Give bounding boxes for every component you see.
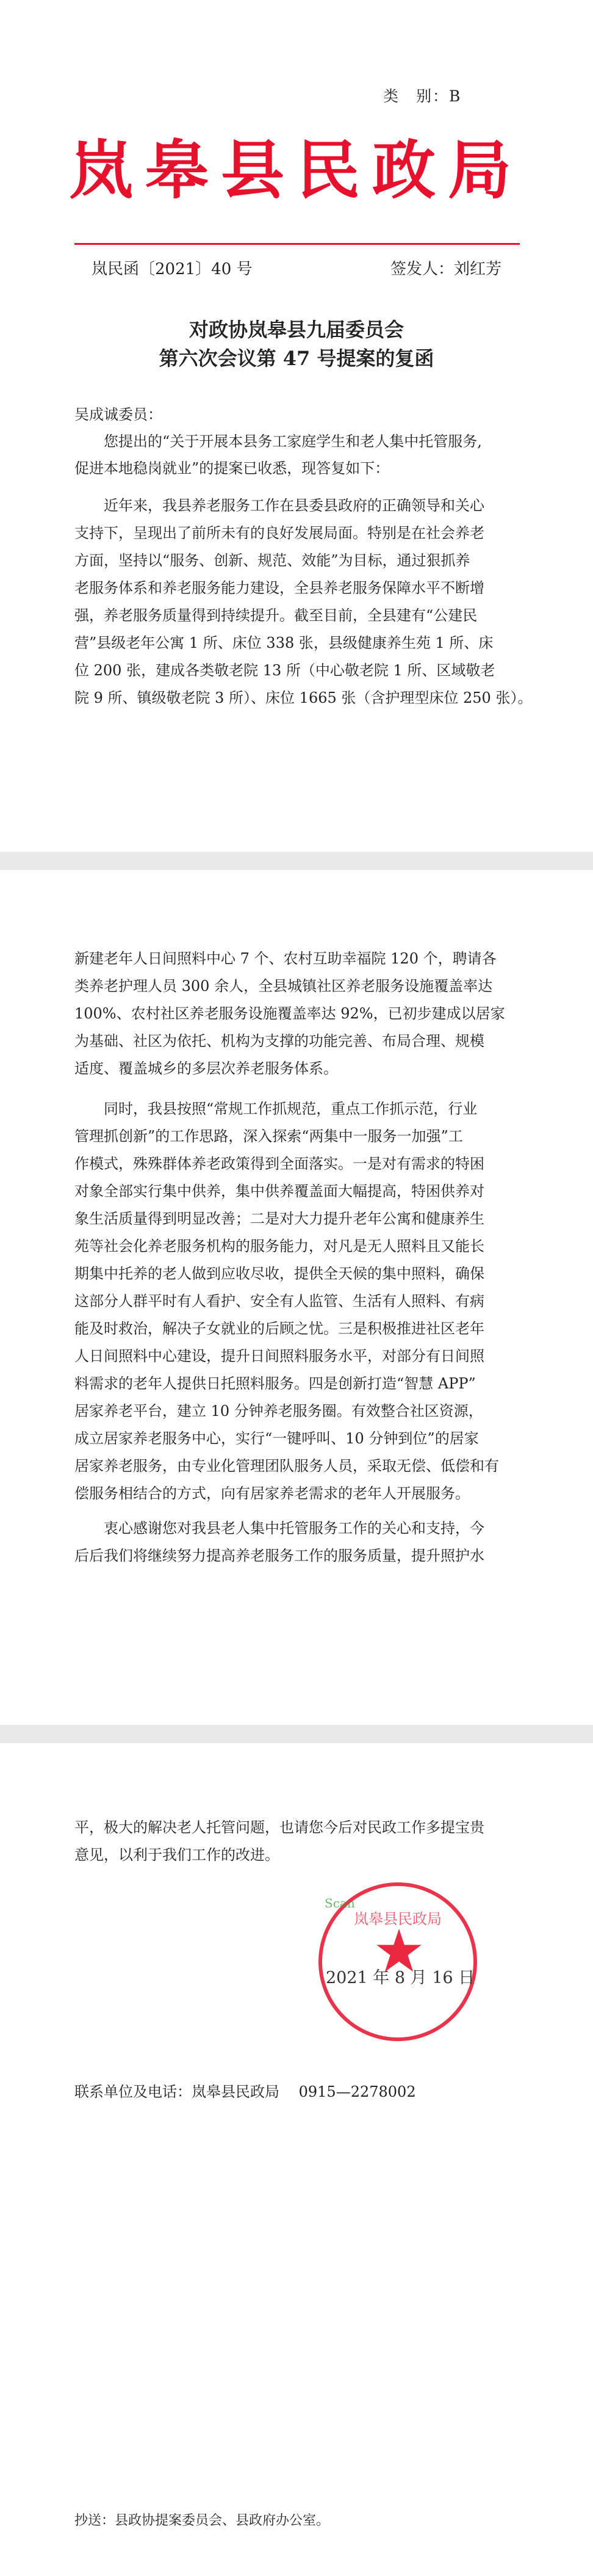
- body-line: 院 9 所、镇级敬老院 3 所）、床位 1665 张（含护理型床位 250 张）。: [74, 689, 533, 706]
- body-line: 衷心感谢您对我县老人集中托管服务工作的关心和支持，今: [104, 1520, 484, 1537]
- document-title-line-2: 第六次会议第 47 号提案的复函: [159, 347, 434, 370]
- body-line: 100%、农村社区养老服务设施覆盖率达 92%，已初步建成以居家: [74, 1005, 505, 1022]
- body-line: 料需求的老年人提供日托照料服务。四是创新打造“智慧 APP”: [74, 1375, 476, 1392]
- body-line: 新建老年人日间照料中心 7 个、农村互助幸福院 120 个，聘请各: [74, 950, 497, 967]
- body-line: 期集中托养的老人做到应收尽收，提供全天候的集中照料，确保: [74, 1265, 484, 1282]
- header-divider: [74, 243, 520, 245]
- body-line: 类养老护理人员 300 余人，全县城镇社区养老服务设施覆盖率达: [74, 978, 493, 995]
- body-line: 老服务体系和养老服务能力建设，全县养老服务保障水平不断增: [74, 579, 484, 597]
- page-3: [0, 1743, 593, 2576]
- body-line: 能及时救治，解决子女就业的后顾之忧。三是积极推进社区老年: [74, 1320, 484, 1337]
- scan-mark: Scan: [325, 1896, 355, 1910]
- body-line: 方面，坚持以“服务、创新、规范、效能”为目标，通过狠抓养: [74, 552, 470, 569]
- body-line: 促进本地稳岗就业”的提案已收悉，现答复如下：: [74, 460, 390, 477]
- body-line: 人日间照料中心建设，提升日间照料服务水平，对部分有日间照: [74, 1348, 484, 1365]
- body-line: 管理抓创新”的工作思路，深入探索“两集中一服务一加强”工: [74, 1128, 463, 1145]
- body-line: 偿服务相结合的方式，向有居家养老需求的老年人开展服务。: [74, 1485, 470, 1502]
- cc-line: 抄送：县政协提案委员会、县政府办公室。: [74, 2513, 330, 2528]
- page-2: [0, 870, 593, 1725]
- body-line: 强，养老服务质量得到持续提升。截至目前，全县建有“公建民: [74, 607, 478, 624]
- body-line: 近年来，我县养老服务工作在县委县政府的正确领导和关心: [104, 497, 484, 514]
- body-line: 平，极大的解决老人托管问题，也请您今后对民政工作多提宝贵: [74, 1819, 484, 1836]
- body-line: 居家养老服务，由专业化管理团队服务人员，采取无偿、低偿和有: [74, 1457, 499, 1475]
- body-line: 对象全部实行集中供养，集中供养覆盖面大幅提高，特困供养对: [74, 1183, 484, 1200]
- body-line: 支持下，呈现出了前所未有的良好发展局面。特别是在社会养老: [74, 524, 484, 542]
- body-line: 作模式，殊殊群体养老政策得到全面落实。一是对有需求的特困: [74, 1155, 484, 1172]
- body-line: 这部分人群平时有人看护、安全有人监管、生活有人照料、有病: [74, 1293, 484, 1310]
- agency-title: 岚皋县民政局: [69, 132, 523, 208]
- body-line: 为基础、社区为依托、机构为支撑的功能完善、布局合理、规模: [74, 1032, 484, 1050]
- signer: 签发人：刘红芳: [390, 260, 502, 278]
- reply-date: 2021 年 8 月 16 日: [326, 1968, 475, 1987]
- body-line: 您提出的“关于开展本县务工家庭学生和老人集中托管服务,: [104, 433, 482, 450]
- body-line: 成立居家养老服务中心，实行“一键呼叫、10 分钟到位”的居家: [74, 1430, 479, 1447]
- body-line: 位 200 张，建成各类敬老院 13 所（中心敬老院 1 所、区域敬老: [74, 662, 495, 679]
- body-line: 同时，我县按照“常规工作抓规范，重点工作抓示范，行业: [104, 1100, 478, 1117]
- body-line: 营”县级老年公寓 1 所、床位 338 张，县级健康养生苑 1 所、床: [74, 634, 494, 651]
- salutation: 吴成诚委员：: [74, 406, 162, 423]
- body-line: 适度、覆盖城乡的多层次养老服务体系。: [74, 1060, 338, 1077]
- document-number: 岚民函〔2021〕40 号: [92, 260, 253, 278]
- document-title-line-1: 对政协岚皋县九届委员会: [189, 318, 404, 341]
- body-line: 居家养老平台，建立 10 分钟养老服务圈。有效整合社区资源，: [74, 1402, 483, 1420]
- body-line: 后后我们将继续努力提高养老服务工作的服务质量，提升照护水: [74, 1547, 484, 1564]
- body-line: 象生活质量得到明显改善；二是对大力提升老年公寓和健康养生: [74, 1210, 484, 1227]
- body-line: 意见，以利于我们工作的改进。: [74, 1846, 279, 1863]
- seal-text: 岚皋县民政局: [354, 1910, 442, 1928]
- body-line: 苑等社会化养老服务机构的服务能力，对凡是无人照料且又能长: [74, 1238, 484, 1255]
- page-1: [0, 0, 593, 852]
- contact-info: 联系单位及电话：岚皋县民政局 0915—2278002: [74, 2083, 416, 2100]
- official-seal: [318, 1882, 477, 2041]
- category-label: 类 别：B: [383, 87, 462, 105]
